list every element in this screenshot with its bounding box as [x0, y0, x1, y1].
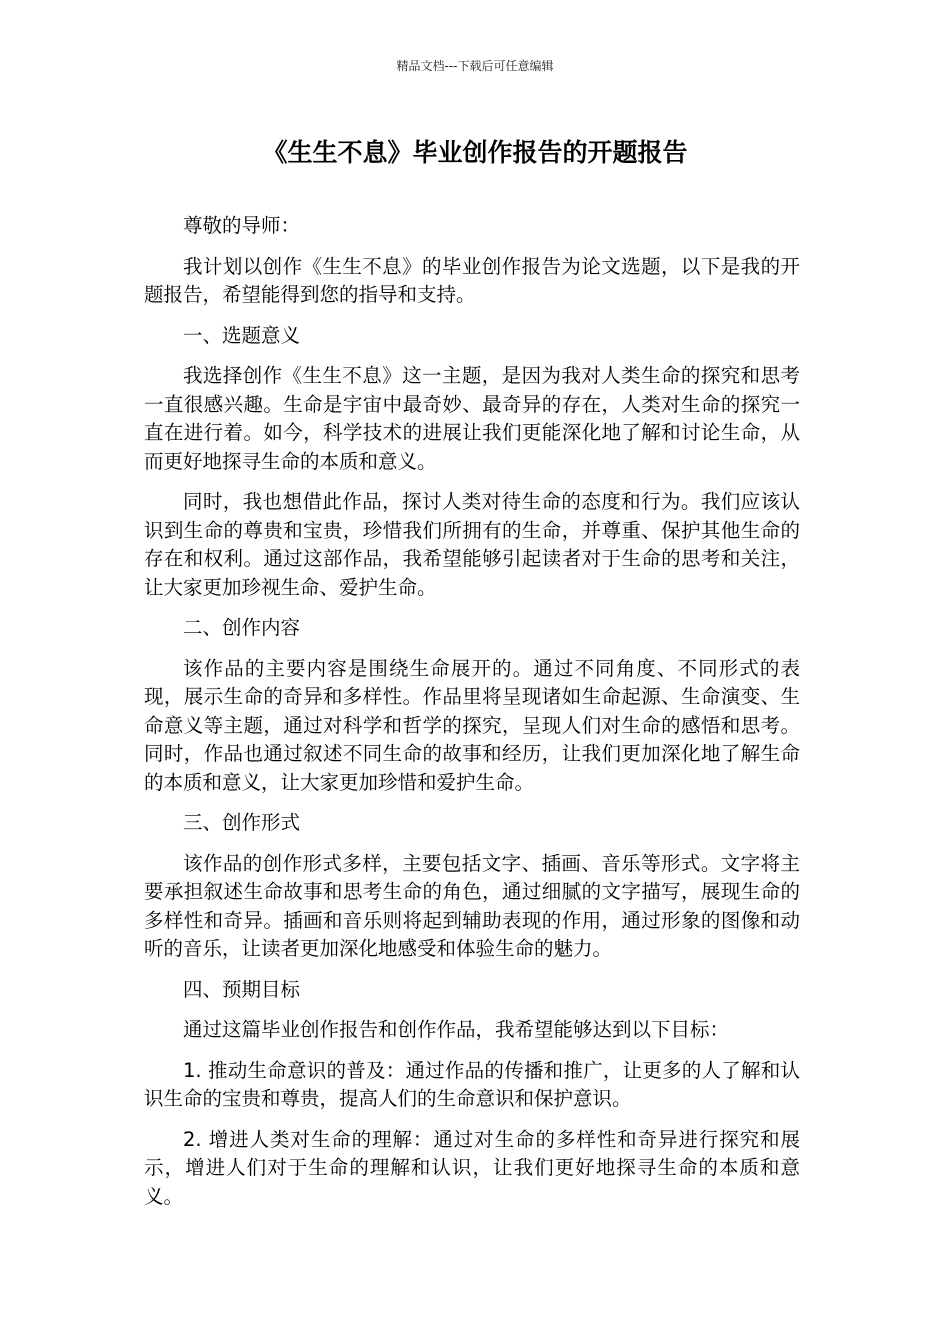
intro-paragraph: 我计划以创作《生生不息》的毕业创作报告为论文选题，以下是我的开题报告，希望能得到您的指导和支持。 — [144, 254, 800, 306]
header-note: 精品文档---下载后可任意编辑 — [396, 59, 554, 73]
section-heading-form: 三、创作形式 — [183, 811, 301, 834]
body-paragraph: 我选择创作《生生不息》这一主题，是因为我对人类生命的探究和思考一直很感兴趣。生命是宇宙中最奇妙、最奇异的存在，人类对生命的探究一直在进行着。如今，科学技术的进展让我们更能深化地了解和讨论生命，从而更好地探寻生命的本质和意义。 — [144, 364, 800, 473]
section-heading-significance: 一、选题意义 — [183, 323, 301, 347]
section-heading-goals: 四、预期目标 — [183, 977, 301, 1001]
section-heading-content: 二、创作内容 — [183, 616, 301, 639]
body-paragraph: 该作品的主要内容是围绕生命展开的。通过不同角度、不同形式的表现，展示生命的奇异和多样性。作品里将呈现诸如生命起源、生命演变、生命意义等主题，通过对科学和哲学的探究，呈现人们对生命的感悟和思考。同时，作品也通过叙述不同生命的故事和经历，让我们更加深化地了解生命的本质和意义，让大家更加珍惜和爱护生命。 — [144, 656, 800, 794]
document-title: 《生生不息》毕业创作报告的开题报告 — [262, 138, 688, 167]
salutation: 尊敬的导师： — [183, 214, 301, 237]
body-paragraph: 该作品的创作形式多样，主要包括文字、插画、音乐等形式。文字将主要承担叙述生命故事和思考生命的角色，通过细腻的文字描写，展现生命的多样性和奇异。插画和音乐则将起到辅助表现的作用，通过形象的图像和动听的音乐，让读者更加深化地感受和体验生命的魅力。 — [144, 851, 800, 960]
body-paragraph: 同时，我也想借此作品，探讨人类对待生命的态度和行为。我们应该认识到生命的尊贵和宝贵，珍惜我们所拥有的生命，并尊重、保护其他生命的存在和权利。通过这部作品，我希望能够引起读者对于生命的思考和关注，让大家更加珍视生命、爱护生命。 — [144, 490, 800, 599]
goal-item: 2. 增进人类对生命的理解：通过对生命的多样性和奇异进行探究和展示，增进人们对于生命的理解和认识，让我们更好地探寻生命的本质和意义。 — [144, 1127, 800, 1208]
document-body — [144, 212, 800, 1223]
body-paragraph: 通过这篇毕业创作报告和创作作品，我希望能够达到以下目标： — [183, 1018, 730, 1041]
goal-item: 1. 推动生命意识的普及：通过作品的传播和推广，让更多的人了解和认识生命的宝贵和尊贵，提高人们的生命意识和保护意识。 — [144, 1058, 800, 1110]
